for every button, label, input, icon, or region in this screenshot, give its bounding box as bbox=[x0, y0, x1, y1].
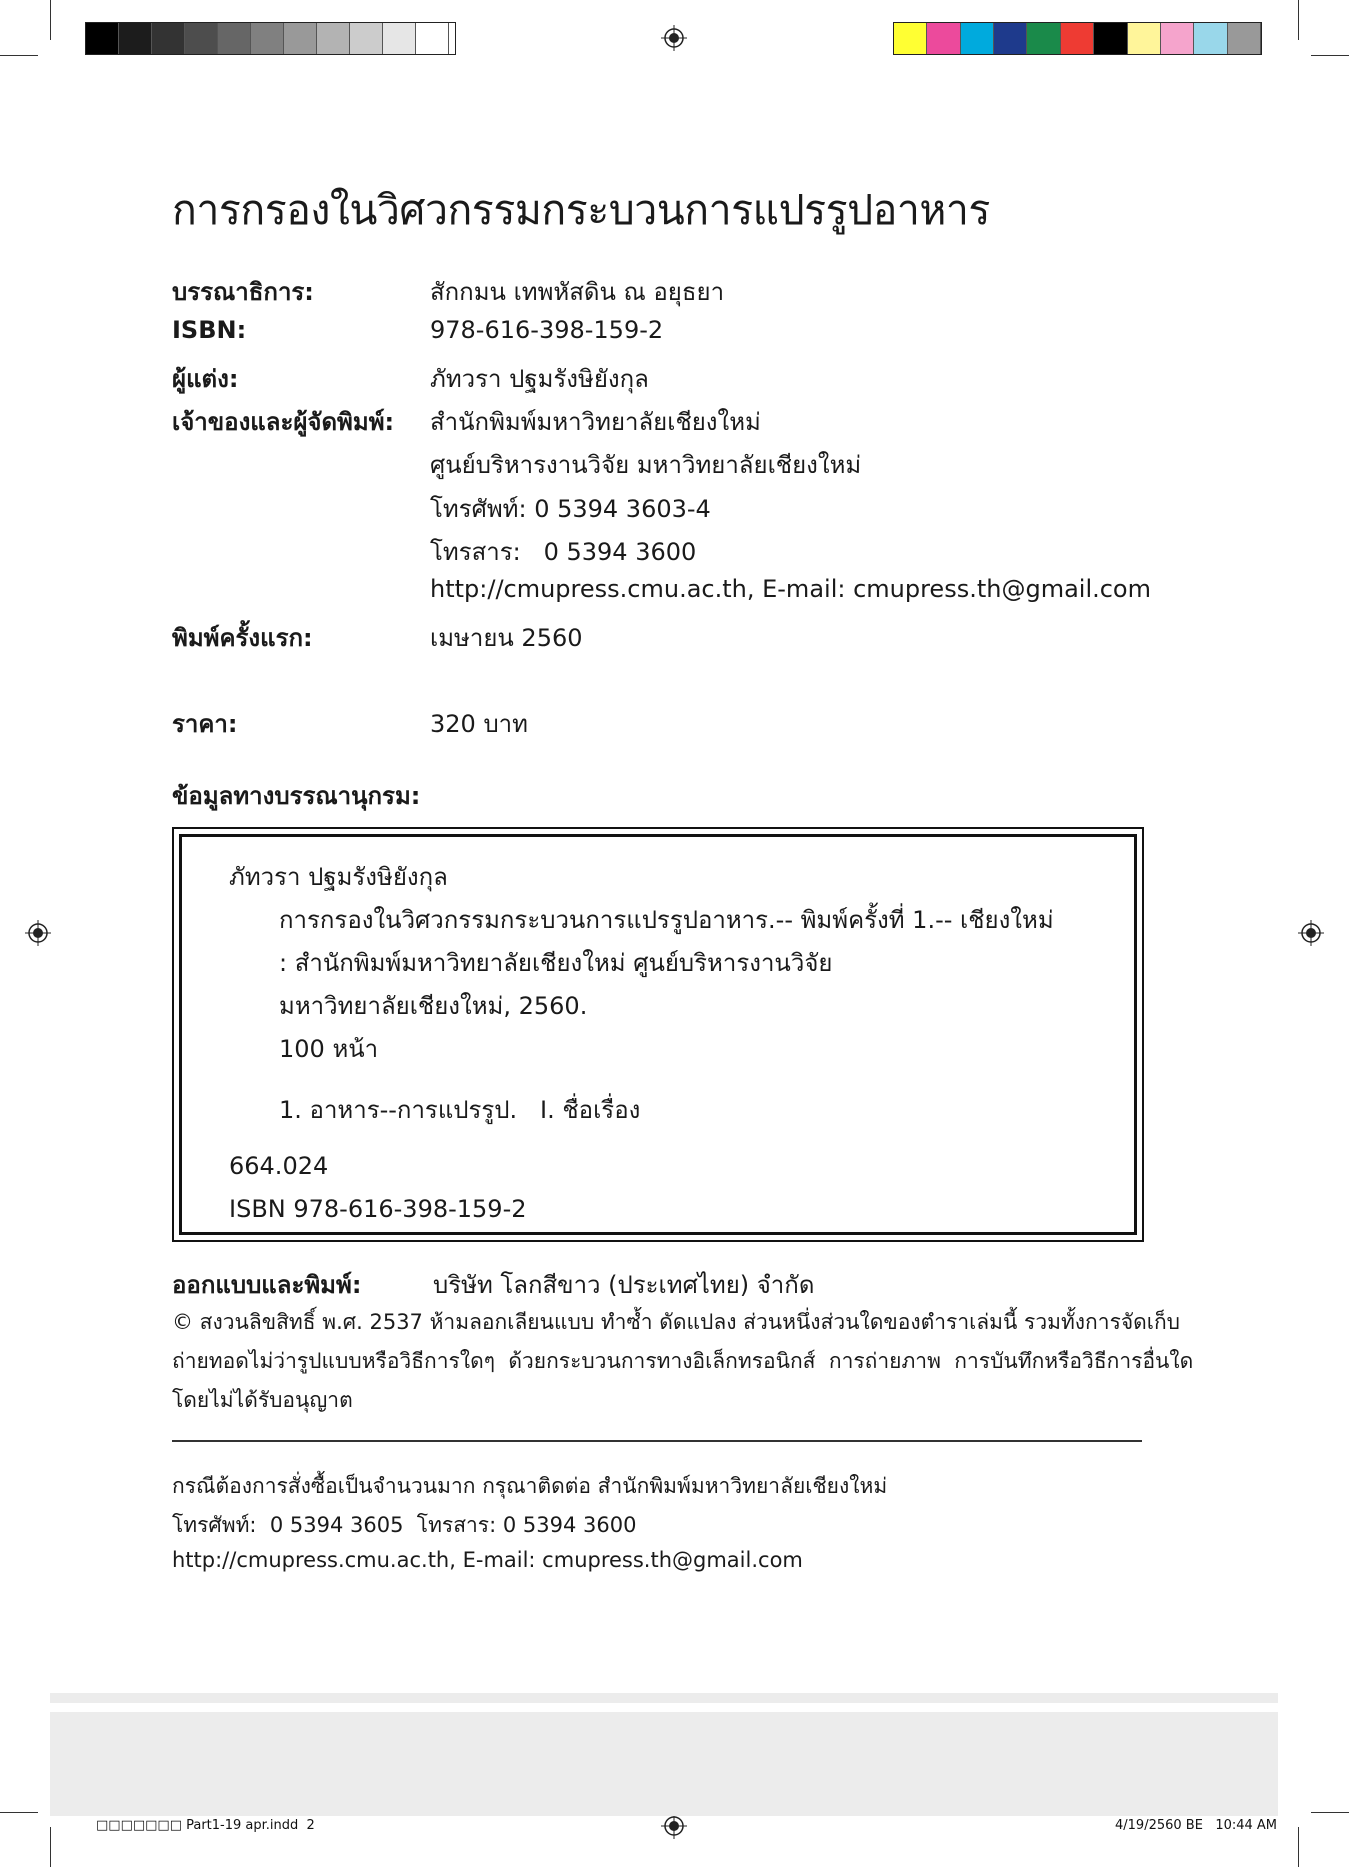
crop-mark bbox=[50, 0, 51, 40]
registration-mark-icon bbox=[661, 25, 687, 51]
crop-mark bbox=[1311, 1812, 1349, 1813]
color-swatch bbox=[894, 23, 927, 54]
color-swatch bbox=[1027, 23, 1060, 54]
color-swatch bbox=[86, 23, 119, 54]
publisher-label: เจ้าของและผู้จัดพิมพ์: bbox=[172, 408, 395, 436]
order-line: กรณีต้องการสั่งซื้อเป็นจำนวนมาก กรุณาติดต่อ สำนักพิมพ์มหาวิทยาลัยเชียงใหม่ bbox=[172, 1474, 888, 1498]
registration-mark-icon bbox=[661, 1813, 687, 1839]
page-title: การกรองในวิศวกรรมกระบวนการแปรรูปอาหาร bbox=[172, 186, 990, 234]
slug-timestamp: 4/19/2560 BE 10:44 AM bbox=[1115, 1818, 1278, 1833]
crop-mark bbox=[1311, 55, 1349, 56]
isbn-label: ISBN: bbox=[172, 316, 247, 344]
cip-line: การกรองในวิศวกรรมกระบวนการแปรรูปอาหาร.-- พิมพ์ครั้งที่ 1.-- เชียงใหม่ bbox=[279, 906, 1054, 934]
color-swatch bbox=[119, 23, 152, 54]
color-swatch bbox=[1061, 23, 1094, 54]
slug-filename: □□□□□□□ Part1-19 apr.indd 2 bbox=[96, 1818, 315, 1833]
crop-mark bbox=[1298, 1827, 1299, 1867]
registration-mark-icon bbox=[25, 920, 51, 946]
color-swatch bbox=[1194, 23, 1227, 54]
editor-value: สักกมน เทพหัสดิน ณ อยุธยา bbox=[430, 278, 725, 306]
color-swatch bbox=[251, 23, 284, 54]
bottom-gray-panel bbox=[50, 1712, 1278, 1816]
gray-swatch-bar bbox=[85, 22, 456, 55]
divider bbox=[172, 1440, 1142, 1442]
price-value: 320 บาท bbox=[430, 710, 528, 738]
isbn-value: 978-616-398-159-2 bbox=[430, 316, 664, 344]
order-phone: โทรศัพท์: 0 5394 3605 โทรสาร: 0 5394 3600 bbox=[172, 1513, 637, 1537]
color-swatch bbox=[284, 23, 317, 54]
bottom-gray-band bbox=[50, 1693, 1278, 1703]
author-value: ภัทวรา ปฐมรังษิยังกุล bbox=[430, 365, 649, 393]
cip-author: ภัทวรา ปฐมรังษิยังกุล bbox=[229, 863, 448, 891]
color-swatch bbox=[152, 23, 185, 54]
color-swatch bbox=[350, 23, 383, 54]
price-label: ราคา: bbox=[172, 710, 238, 738]
crop-mark bbox=[1298, 0, 1299, 40]
first-print-label: พิมพ์ครั้งแรก: bbox=[172, 624, 313, 652]
catalog-label: ข้อมูลทางบรรณานุกรม: bbox=[172, 782, 421, 810]
color-swatch bbox=[317, 23, 350, 54]
cip-line: : สำนักพิมพ์มหาวิทยาลัยเชียงใหม่ ศูนย์บริหารงานวิจัย bbox=[279, 949, 833, 977]
first-print-value: เมษายน 2560 bbox=[430, 624, 583, 652]
color-swatch bbox=[994, 23, 1027, 54]
copyright-line: ถ่ายทอดไม่ว่ารูปแบบหรือวิธีการใดๆ ด้วยกระบวนการทางอิเล็กทรอนิกส์ การถ่ายภาพ การบันทึกหรือวิธีการอื่นใด bbox=[172, 1349, 1194, 1373]
publisher-phone: โทรศัพท์: 0 5394 3603-4 bbox=[430, 495, 711, 523]
publisher-line: สำนักพิมพ์มหาวิทยาลัยเชียงใหม่ bbox=[430, 408, 761, 436]
color-swatch-bar bbox=[893, 22, 1262, 55]
color-swatch bbox=[1094, 23, 1127, 54]
copyright-line: © สงวนลิขสิทธิ์ พ.ศ. 2537 ห้ามลอกเลียนแบบ ทำซ้ำ ดัดแปลง ส่วนหนึ่งส่วนใดของตำราเล่มนี้ รวมทั้งการจัดเก็บ bbox=[172, 1310, 1181, 1334]
cip-pages: 100 หน้า bbox=[279, 1035, 379, 1063]
publisher-contact: http://cmupress.cmu.ac.th, E-mail: cmupress.th@gmail.com bbox=[430, 575, 1151, 603]
color-swatch bbox=[416, 23, 449, 54]
color-swatch bbox=[383, 23, 416, 54]
author-label: ผู้แต่ง: bbox=[172, 365, 239, 393]
cip-isbn: ISBN 978-616-398-159-2 bbox=[229, 1195, 527, 1223]
color-swatch bbox=[1128, 23, 1161, 54]
publisher-line: ศูนย์บริหารงานวิจัย มหาวิทยาลัยเชียงใหม่ bbox=[430, 451, 862, 479]
design-value: บริษัท โลกสีขาว (ประเทศไทย) จำกัด bbox=[433, 1271, 815, 1299]
copyright-line: โดยไม่ได้รับอนุญาต bbox=[172, 1388, 353, 1412]
registration-mark-icon bbox=[1298, 920, 1324, 946]
publisher-fax: โทรสาร: 0 5394 3600 bbox=[430, 538, 697, 566]
crop-mark bbox=[0, 55, 38, 56]
cip-line: มหาวิทยาลัยเชียงใหม่, 2560. bbox=[279, 992, 588, 1020]
crop-mark bbox=[0, 1812, 38, 1813]
color-swatch bbox=[218, 23, 251, 54]
cip-classification: 664.024 bbox=[229, 1152, 329, 1180]
color-swatch bbox=[927, 23, 960, 54]
color-swatch bbox=[1228, 23, 1261, 54]
color-swatch bbox=[961, 23, 994, 54]
editor-label: บรรณาธิการ: bbox=[172, 278, 314, 306]
crop-mark bbox=[50, 1827, 51, 1867]
color-swatch bbox=[1161, 23, 1194, 54]
order-contact: http://cmupress.cmu.ac.th, E-mail: cmupress.th@gmail.com bbox=[172, 1548, 803, 1572]
design-label: ออกแบบและพิมพ์: bbox=[172, 1271, 362, 1299]
color-swatch bbox=[185, 23, 218, 54]
cip-subjects: 1. อาหาร--การแปรรูป. I. ชื่อเรื่อง bbox=[279, 1096, 641, 1124]
